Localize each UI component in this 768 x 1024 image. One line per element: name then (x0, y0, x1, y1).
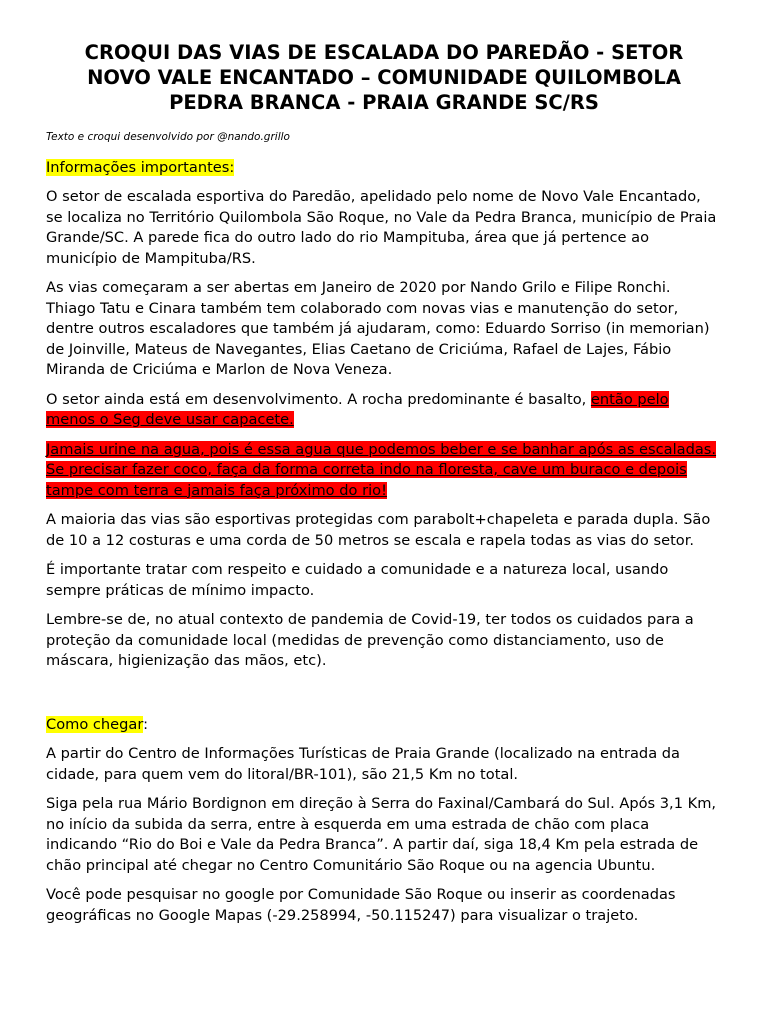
section-directions-colon: : (143, 715, 149, 733)
directions-paragraph-1: A partir do Centro de Informações Turísticas de Praia Grande (localizado na entrada da cidade, para quem vem do litoral/BR-101), são 21,5 Km no total. (46, 745, 680, 783)
section-directions-heading (46, 715, 722, 736)
author-credit: Texto e croqui desenvolvido por @nando.grillo (46, 131, 290, 143)
info-paragraph-1: O setor de escalada esportiva do Paredão, apelidado pelo nome de Novo Vale Encantado, se localiza no Território Quilombola São Roque, no Vale da Pedra Branca, município de Praia Grande/SC. A parede fica do outro lado do rio Mampituba, área que já pertence ao município de Mampituba/RS. (46, 188, 717, 267)
info-paragraph-4 (46, 440, 722, 502)
info-paragraph-3 (46, 390, 722, 431)
hygiene-warning: Jamais urine na agua, pois é essa agua que podemos beber e se banhar após as escaladas. Se precisar fazer coco, faça da forma correta indo na floresta, cave um buraco e depois tampe com terra e jamais faça próximo do rio! (46, 440, 717, 499)
helmet-warning: então pelo menos o Seg deve usar capacete. (46, 390, 669, 428)
section-info-label: Informações importantes: (46, 158, 235, 176)
directions-paragraph-2: Siga pela rua Mário Bordignon em direção à Serra do Faxinal/Cambará do Sul. Após 3,1 Km, no início da subida da serra, entre à esquerda em uma estrada de chão com placa indicando “Rio do Boi e Vale da Pedra Branca”. A partir daí, siga 18,4 Km pela estrada de chão principal até chegar no Centro Comunitário São Roque ou na agencia Ubuntu. (46, 795, 717, 874)
section-info-heading (46, 158, 722, 179)
section-spacer (46, 681, 722, 715)
info-paragraph-2: As vias começaram a ser abertas em Janeiro de 2020 por Nando Grilo e Filipe Ronchi. Thiago Tatu e Cinara também tem colaborado com novas vias e manutenção do setor, dentre outros escaladores que também já ajudaram, como: Eduardo Sorriso (in memorian) de Joinville, Mateus de Navegantes, Elias Caetano de Criciúma, Rafael de Lajes, Fábio Miranda de Criciúma e Marlon de Nova Veneza. (46, 279, 710, 378)
info-paragraph-3-text: O setor ainda está em desenvolvimento. A rocha predominante é basalto, (46, 390, 591, 408)
document-title: CROQUI DAS VIAS DE ESCALADA DO PAREDÃO - SETOR NOVO VALE ENCANTADO – COMUNIDADE QUILOMBOLA PEDRA BRANCA - PRAIA GRANDE SC/RS (84, 41, 684, 114)
info-paragraph-7: Lembre-se de, no atual contexto de pandemia de Covid-19, ter todos os cuidados para a proteção da comunidade local (medidas de prevenção como distanciamento, uso de máscara, higienização das mãos, etc). (46, 611, 694, 669)
info-paragraph-5: A maioria das vias são esportivas protegidas com parabolt+chapeleta e parada dupla. São de 10 a 12 costuras e uma corda de 50 metros se escala e rapela todas as vias do setor. (46, 511, 711, 549)
directions-paragraph-3: Você pode pesquisar no google por Comunidade São Roque ou inserir as coordenadas geográficas no Google Mapas (-29.258994, -50.115247) para visualizar o trajeto. (46, 886, 676, 924)
section-directions-label: Como chegar (46, 715, 144, 733)
info-paragraph-6: É importante tratar com respeito e cuidado a comunidade e a natureza local, usando sempre práticas de mínimo impacto. (46, 561, 669, 599)
